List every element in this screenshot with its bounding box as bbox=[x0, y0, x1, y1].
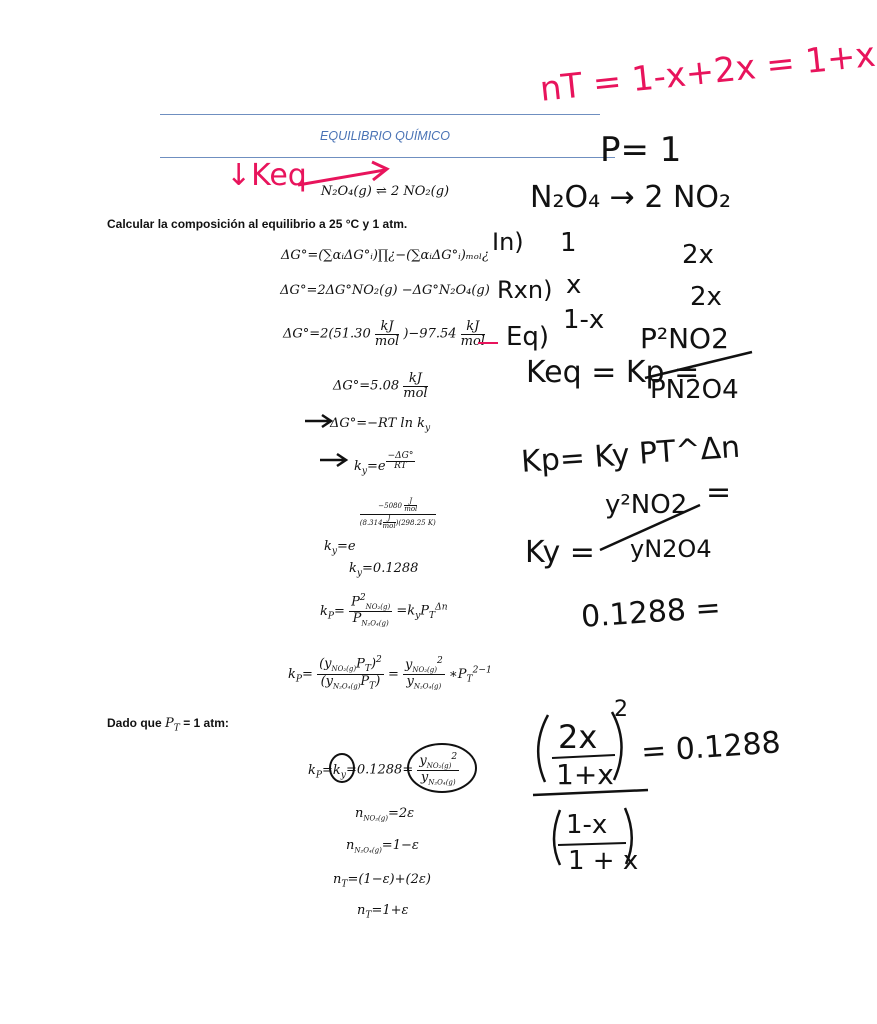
arrow-left-2 bbox=[320, 454, 346, 466]
hw-kp-numerator: P²NO2 bbox=[640, 322, 729, 355]
hw-row-equilibrium-n2o4: 1-x bbox=[563, 305, 605, 335]
circle-fraction bbox=[408, 744, 476, 792]
eq-kp-partial-pressures: $k_P=$ $\frac{P^2_{NO_2(g)}}{P_{N_2O_4(g)}}$ $=k_yP_T^{\Delta n}$ bbox=[320, 593, 448, 628]
eq-kp-final: $k_P=k_y=0.1288=$ $\frac{y_{NO_2(g)}^2}{y_{N_2O_4(g)}}$ bbox=[308, 752, 458, 787]
eq-deltag-result-left: ΔG°=5.08 bbox=[333, 378, 400, 394]
eq-deltag-rt: ΔG°=−RT $\ln k_y$ bbox=[330, 416, 431, 434]
hw-kp-ky-relation: Kp= Ky PT^Δn bbox=[520, 429, 742, 480]
eq-deltag-definition: ΔG°=(∑αᵢΔG°ᵢ)∏¿−(∑αᵢΔG°ᵢ)ₘₒₗ¿ bbox=[281, 248, 489, 263]
unit-kj-mol-2: $\frac{kJ}{\text{mol}}$ bbox=[460, 319, 485, 349]
hw-frac-top-den: 1+x bbox=[556, 758, 614, 791]
hw-kp-label: Keq = Kp = bbox=[526, 355, 700, 390]
hw-row-reaction-no2: 2x bbox=[690, 282, 722, 312]
document-title: EQUILIBRIO QUÍMICO bbox=[320, 129, 450, 143]
eq-moles-total-1: $n_T=(1-\varepsilon)+(2\varepsilon)$ bbox=[333, 872, 431, 890]
reaction-equation: N₂O₄(g) ⇌ 2 NO₂(g) bbox=[320, 184, 450, 199]
hw-frac-top-num: 2x bbox=[558, 718, 598, 756]
hw-ky-denominator: yN2O4 bbox=[630, 535, 712, 563]
eq-deltag-numeric-mid: )−97.54 bbox=[403, 326, 457, 342]
unit-kj-mol-3: $\frac{kJ}{\text{mol}}$ bbox=[403, 371, 428, 401]
hw-keq-arrow: ↓Keq bbox=[226, 158, 307, 193]
arrow-left-1 bbox=[305, 415, 331, 427]
hw-value-line: 0.1288 = bbox=[580, 590, 722, 635]
unit-kj-mol-1: $\frac{kJ}{\text{mol}}$ bbox=[374, 319, 400, 349]
hw-kp-denominator: PN2O4 bbox=[650, 375, 739, 405]
hw-equals-sign: = bbox=[706, 475, 732, 510]
instruction-text: Calcular la composición al equilibrio a 25 °C y 1 atm. bbox=[107, 217, 408, 231]
pink-arrow bbox=[298, 170, 385, 185]
hw-row-equilibrium: Eq) bbox=[506, 322, 550, 352]
given-statement: Dado que $P_T = 1$ atm: bbox=[107, 716, 229, 734]
hw-row-initial-no2: 2x bbox=[682, 240, 714, 270]
hw-frac-equals: = 0.1288 bbox=[640, 725, 782, 770]
eq-ky-exponential-numeric: $k_y=e$ −5080 $\frac{J}{\text{mol}}$ (8.314 $\frac{J}{\text{mol}}$ )(298.25 K) bbox=[324, 497, 436, 557]
hw-row-initial-n2o4: 1 bbox=[560, 228, 577, 258]
eq-moles-n2o4: $n_{N_2O_4(g)}=1-\varepsilon$ bbox=[346, 838, 419, 855]
bottom-inner-bar bbox=[558, 843, 626, 845]
hw-row-reaction: Rxn) bbox=[497, 276, 553, 304]
hw-frac-bottom-den: 1 + x bbox=[568, 846, 639, 876]
hw-row-initial: In) bbox=[492, 228, 524, 256]
eq-deltag-formation: ΔG°=2ΔG°NO₂(g) −ΔG°N₂O₄(g) bbox=[280, 283, 490, 298]
hw-pressure: P= 1 bbox=[600, 130, 682, 170]
circle-ky bbox=[330, 754, 354, 782]
eq-moles-total-2: $n_T=1+\varepsilon$ bbox=[357, 903, 409, 921]
eq-ky-exponential: $k_y=e$ $^{\frac{-\Delta G^\circ}{RT}}$ bbox=[354, 451, 414, 477]
hw-total-moles: nT = 1-x+2x = 1+x bbox=[538, 34, 877, 110]
eq-deltag-numeric-left: ΔG°=2(51.30 bbox=[283, 326, 371, 342]
hw-frac-bottom-num: 1-x bbox=[566, 810, 608, 840]
hw-row-reaction-n2o4: x bbox=[566, 270, 582, 300]
hw-ky-numerator: y²NO2 bbox=[605, 490, 688, 520]
eq-moles-no2: $n_{NO_2(g)}=2\varepsilon$ bbox=[355, 806, 415, 823]
hw-reaction: N₂O₄ → 2 NO₂ bbox=[530, 180, 732, 215]
hw-ky-label: Ky = bbox=[525, 535, 595, 570]
eq-ky-value: $k_y=0.1288$ bbox=[349, 561, 419, 579]
eq-kp-mole-fractions: $k_P=$ $\frac{(y_{NO_2(g)}P_T)^2}{(y_{N_2O_4(g)}P_T)}$ = $\frac{y_{NO_2(g)}^2}{y_{N_2O_4(g)}}$ $∗P_T^{2-1}$ bbox=[288, 655, 492, 693]
hw-frac-exponent: 2 bbox=[614, 697, 628, 722]
